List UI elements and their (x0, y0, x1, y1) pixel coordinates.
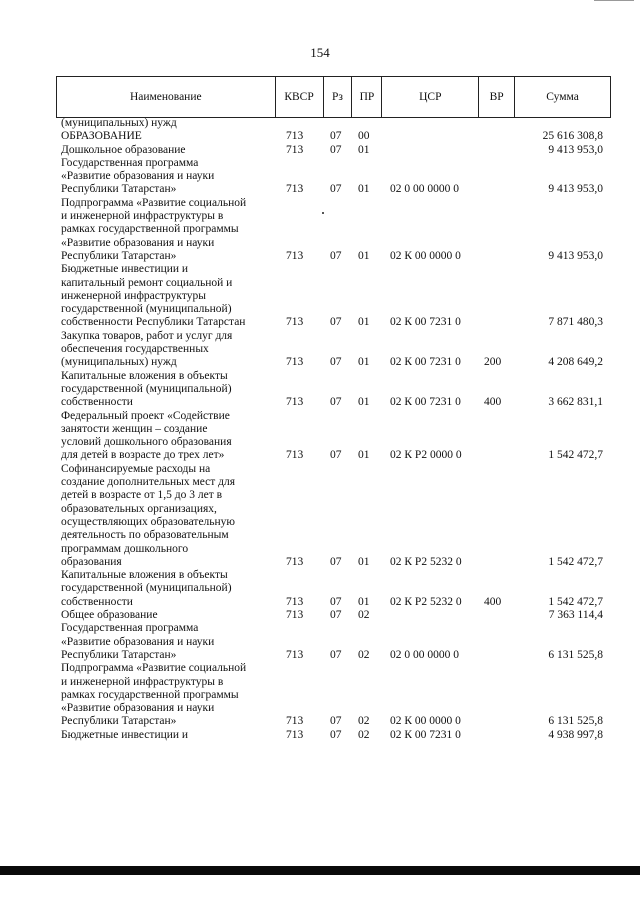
row-name-line: Общее образование (61, 609, 158, 622)
row-pr: 00 (358, 130, 370, 143)
row-vr: 400 (484, 595, 502, 608)
row-csr: 02 К 00 7231 0 (390, 316, 461, 329)
scan-edge-mark (594, 0, 634, 3)
row-kvsr: 713 (286, 728, 304, 741)
row-name (61, 609, 268, 622)
row-name-line: Закупка товаров, работ и услуг для (61, 329, 233, 342)
row-name-line: «Развитие образования и науки (61, 635, 215, 648)
row-kvsr: 713 (286, 316, 304, 329)
row-name-line: рамках государственной программы (61, 223, 239, 236)
row-name-line: ОБРАЗОВАНИЕ (61, 130, 142, 143)
row-rz: 07 (330, 609, 342, 622)
row-rz: 07 (330, 728, 342, 741)
row-rz: 07 (330, 396, 342, 409)
row-name-line: детей в возрасте от 1,5 до 3 лет в (61, 489, 223, 502)
row-pr: 02 (358, 648, 370, 661)
row-kvsr: 713 (286, 648, 304, 661)
row-sum: 9 413 953,0 (548, 183, 603, 196)
row-rz: 07 (330, 595, 342, 608)
row-rz: 07 (330, 183, 342, 196)
row-name-line: Дошкольное образование (61, 143, 186, 156)
row-name-line: для детей в возрасте до трех лет» (61, 449, 225, 462)
row-rz: 07 (330, 715, 342, 728)
header-pr: ПР (352, 77, 382, 118)
table-row (0, 622, 640, 662)
row-rz: 07 (330, 249, 342, 262)
row-name-line: государственной (муниципальной) (61, 303, 232, 316)
table-row (0, 410, 640, 463)
row-kvsr: 713 (286, 143, 304, 156)
row-rz: 07 (330, 143, 342, 156)
row-name-line: (муниципальных) нужд (61, 356, 177, 369)
row-name-line: образовательных организациях, (61, 502, 217, 515)
row-name (61, 263, 268, 329)
row-kvsr: 713 (286, 595, 304, 608)
row-name-line: деятельность по образовательным (61, 529, 229, 542)
table-header (56, 76, 611, 118)
row-name (61, 569, 268, 609)
header-rz: Рз (323, 77, 352, 118)
row-kvsr: 713 (286, 249, 304, 262)
row-sum: 3 662 831,1 (548, 396, 603, 409)
row-name-line: Республики Татарстан» (61, 648, 177, 661)
row-rz: 07 (330, 316, 342, 329)
table-row (0, 729, 640, 742)
row-name-line: Государственная программа (61, 156, 199, 169)
row-sum: 1 542 472,7 (548, 555, 603, 568)
row-name-line: государственной (муниципальной) (61, 382, 232, 395)
row-name (61, 330, 268, 370)
row-csr: 02 0 00 0000 0 (390, 183, 459, 196)
row-name (61, 130, 268, 143)
row-name-line: Государственная программа (61, 622, 199, 635)
row-sum: 4 208 649,2 (548, 356, 603, 369)
row-pr: 01 (358, 595, 370, 608)
table-row (0, 130, 640, 143)
row-name-line: Подпрограмма «Развитие социальной (61, 662, 247, 675)
row-sum: 4 938 997,8 (548, 728, 603, 741)
header-csr: ЦСР (382, 77, 479, 118)
row-name-line: Подпрограмма «Развитие социальной (61, 196, 247, 209)
row-csr: 02 К Р2 5232 0 (390, 595, 462, 608)
row-name (61, 662, 268, 728)
row-sum: 6 131 525,8 (548, 648, 603, 661)
row-kvsr: 713 (286, 555, 304, 568)
row-name (61, 729, 268, 742)
row-pr: 01 (358, 183, 370, 196)
row-name (61, 117, 268, 130)
table-row (0, 157, 640, 197)
row-pr: 01 (358, 249, 370, 262)
row-name (61, 410, 268, 463)
row-pr: 01 (358, 316, 370, 329)
row-name-line: Республики Татарстан» (61, 183, 177, 196)
row-name-line: капитальный ремонт социальной и (61, 276, 233, 289)
row-name (61, 622, 268, 662)
row-name-line: обеспечения государственных (61, 343, 209, 356)
row-name-line: осуществляющих образовательную (61, 515, 236, 528)
table-row (0, 463, 640, 569)
table-body (0, 117, 640, 742)
row-pr: 01 (358, 356, 370, 369)
row-name-line: Бюджетные инвестиции и (61, 728, 189, 741)
row-name-line: условий дошкольного образования (61, 436, 232, 449)
row-name-line: инженерной инфраструктуры (61, 289, 206, 302)
row-rz: 07 (330, 648, 342, 661)
row-name-line: Федеральный проект «Содействие (61, 409, 230, 422)
row-pr: 02 (358, 728, 370, 741)
row-rz: 07 (330, 130, 342, 143)
table-row (0, 330, 640, 370)
row-csr: 02 К Р2 5232 0 (390, 555, 462, 568)
row-csr: 02 К 00 0000 0 (390, 715, 461, 728)
header-vr: ВР (479, 77, 515, 118)
row-pr: 02 (358, 715, 370, 728)
row-pr: 01 (358, 143, 370, 156)
row-name (61, 197, 268, 263)
row-sum: 1 542 472,7 (548, 595, 603, 608)
row-pr: 01 (358, 449, 370, 462)
row-name-line: собственности (61, 595, 133, 608)
scan-speck (322, 212, 324, 214)
row-name-line: (муниципальных) нужд (61, 117, 177, 129)
row-name-line: Капитальные вложения в объекты (61, 569, 228, 582)
row-name-line: «Развитие образования и науки (61, 702, 215, 715)
row-name-line: и инженерной инфраструктуры в (61, 675, 224, 688)
row-csr: 02 К 00 7231 0 (390, 396, 461, 409)
page-number: 154 (310, 45, 330, 60)
row-csr: 02 0 00 0000 0 (390, 648, 459, 661)
row-sum: 25 616 308,8 (542, 130, 603, 143)
row-name-line: Бюджетные инвестиции и (61, 263, 189, 276)
row-name (61, 157, 268, 197)
table-row (0, 117, 640, 130)
table-row (0, 370, 640, 410)
row-rz: 07 (330, 356, 342, 369)
row-sum: 9 413 953,0 (548, 143, 603, 156)
row-sum: 9 413 953,0 (548, 249, 603, 262)
row-sum: 6 131 525,8 (548, 715, 603, 728)
row-name-line: государственной (муниципальной) (61, 582, 232, 595)
row-name (61, 463, 268, 569)
row-name (61, 144, 268, 157)
row-name-line: рамках государственной программы (61, 688, 239, 701)
row-name-line: и инженерной инфраструктуры в (61, 210, 224, 223)
row-name-line: Республики Татарстан» (61, 249, 177, 262)
row-csr: 02 К 00 0000 0 (390, 249, 461, 262)
row-name-line: программам дошкольного (61, 542, 189, 555)
row-pr: 01 (358, 396, 370, 409)
row-name-line: занятости женщин – создание (61, 422, 208, 435)
row-name-line: «Развитие образования и науки (61, 170, 215, 183)
row-kvsr: 713 (286, 183, 304, 196)
row-name-line: образования (61, 555, 122, 568)
header-kvsr: КВСР (275, 77, 323, 118)
row-name-line: Софинансируемые расходы на (61, 462, 211, 475)
table-row (0, 609, 640, 622)
table-row (0, 197, 640, 264)
row-kvsr: 713 (286, 396, 304, 409)
row-rz: 07 (330, 555, 342, 568)
row-csr: 02 К 00 7231 0 (390, 356, 461, 369)
row-kvsr: 713 (286, 130, 304, 143)
row-name-line: создание дополнительных мест для (61, 476, 236, 489)
row-csr: 02 К 00 7231 0 (390, 728, 461, 741)
header-name: Наименование (57, 77, 276, 118)
row-pr: 02 (358, 609, 370, 622)
row-name (61, 370, 268, 410)
row-name-line: собственности Республики Татарстан (61, 316, 246, 329)
row-name-line: Республики Татарстан» (61, 715, 177, 728)
row-kvsr: 713 (286, 356, 304, 369)
row-pr: 01 (358, 555, 370, 568)
row-name-line: собственности (61, 396, 133, 409)
table-row (0, 569, 640, 609)
row-kvsr: 713 (286, 609, 304, 622)
table-row (0, 662, 640, 729)
row-rz: 07 (330, 449, 342, 462)
row-vr: 200 (484, 356, 502, 369)
table-row (0, 263, 640, 330)
table-row (0, 144, 640, 157)
row-csr: 02 К Р2 0000 0 (390, 449, 462, 462)
scan-bottom-bar (0, 866, 640, 875)
row-kvsr: 713 (286, 715, 304, 728)
header-sum: Сумма (515, 77, 611, 118)
row-kvsr: 713 (286, 449, 304, 462)
row-vr: 400 (484, 396, 502, 409)
row-name-line: «Развитие образования и науки (61, 236, 215, 249)
row-name-line: Капитальные вложения в объекты (61, 369, 228, 382)
row-sum: 7 871 480,3 (548, 316, 603, 329)
row-sum: 7 363 114,4 (548, 609, 603, 622)
row-sum: 1 542 472,7 (548, 449, 603, 462)
